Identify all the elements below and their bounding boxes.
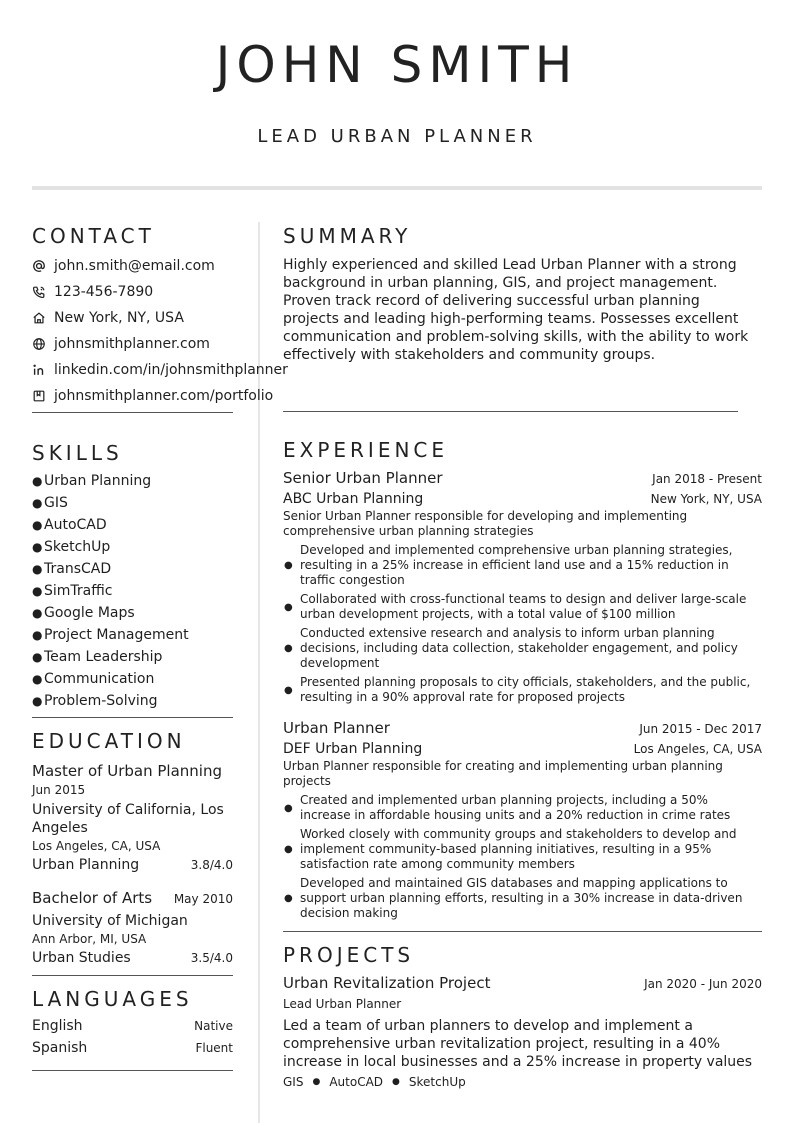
contact-location xyxy=(32,305,233,331)
job-position: Senior Urban Planner xyxy=(283,469,443,487)
education-degree: Bachelor of Arts xyxy=(32,889,153,907)
education-entry xyxy=(32,762,233,873)
right-column xyxy=(283,222,762,1089)
column-divider xyxy=(258,222,260,1123)
job-bullet-text: Developed and maintained GIS databases and mapping applications to support urban planning efforts, resulting in a 30% increase in data-driven decision making xyxy=(300,876,743,920)
job-bullet: ● Created and implemented urban planning projects, including a 50% increase in affordable housing units and a 20% reduction in crime rates xyxy=(283,793,762,823)
language-row xyxy=(32,1018,233,1040)
skill-item: ● Google Maps xyxy=(32,602,233,624)
language-level: Fluent xyxy=(195,1041,233,1055)
portfolio-icon xyxy=(32,389,46,403)
contact-email-text: john.smith@email.com xyxy=(54,258,215,274)
education-degree-row xyxy=(32,762,233,780)
contact-email[interactable] xyxy=(32,253,233,279)
experience-section xyxy=(283,436,762,932)
skill-label: Team Leadership xyxy=(44,649,163,665)
job-location: New York, NY, USA xyxy=(650,492,762,506)
contact-section xyxy=(32,222,288,413)
education-section xyxy=(32,727,233,976)
phone-icon xyxy=(32,285,46,299)
contact-list xyxy=(32,253,288,409)
experience-divider xyxy=(283,931,762,932)
education-divider xyxy=(32,975,233,976)
project-header xyxy=(283,974,762,992)
skills-section xyxy=(32,439,233,718)
skill-label: SimTraffic xyxy=(44,583,113,599)
job-bullet-text: Presented planning proposals to city officials, stakeholders, and the public, resulting in a 90% approval rate for proposed projects xyxy=(300,675,751,704)
job-description: Senior Urban Planner responsible for developing and implementing comprehensive urban planning strategies xyxy=(283,509,688,538)
contact-phone[interactable] xyxy=(32,279,233,305)
contact-linkedin-text: linkedin.com/in/johnsmithplanner xyxy=(54,362,288,378)
linkedin-icon xyxy=(32,363,46,377)
job-location: Los Angeles, CA, USA xyxy=(633,742,762,756)
job-company: DEF Urban Planning xyxy=(283,741,423,757)
contact-linkedin[interactable] xyxy=(32,357,288,383)
job-bullet-text: Collaborated with cross-functional teams to design and deliver large-scale urban development projects, with a total value of $100 million xyxy=(300,592,747,621)
job-bullet: ● Worked closely with community groups and stakeholders to develop and implement community-based planning initiatives, resulting in a 95% satisfaction rate among community members xyxy=(283,827,762,872)
languages-section xyxy=(32,985,233,1071)
languages-list xyxy=(32,1018,233,1062)
summary-divider xyxy=(283,411,738,412)
languages-divider xyxy=(32,1070,233,1071)
project-dates: Jan 2020 - Jun 2020 xyxy=(644,977,762,991)
skill-label: Project Management xyxy=(44,627,189,643)
job-bullet-text: Conducted extensive research and analysis to inform urban planning decisions, including data collection, stakeholder engagement, and policy development xyxy=(300,626,738,670)
skill-item: ● TransCAD xyxy=(32,558,233,580)
left-column xyxy=(32,222,288,1071)
project-tags xyxy=(283,1075,762,1089)
candidate-name: JOHN SMITH xyxy=(215,36,579,94)
job-bullet: ● Developed and maintained GIS databases and mapping applications to support urban planning efforts, resulting in a 30% increase in data-driven decision making xyxy=(283,876,762,921)
education-entry xyxy=(32,889,233,966)
job-company: ABC Urban Planning xyxy=(283,491,424,507)
job-entry xyxy=(283,719,762,921)
job-entry xyxy=(283,469,762,705)
skill-label: GIS xyxy=(44,495,68,511)
contact-portfolio-text: johnsmithplanner.com/portfolio xyxy=(54,388,274,404)
job-title: LEAD URBAN PLANNER xyxy=(257,126,537,147)
skill-label: AutoCAD xyxy=(44,517,107,533)
job-dates: Jun 2015 - Dec 2017 xyxy=(639,722,762,736)
skill-item: ● Communication xyxy=(32,668,233,690)
skill-item: ● Team Leadership xyxy=(32,646,233,668)
skill-item: ● Project Management xyxy=(32,624,233,646)
job-bullet: ● Conducted extensive research and analysis to inform urban planning decisions, including data collection, stakeholder engagement, and policy development xyxy=(283,626,762,671)
projects-section xyxy=(283,941,762,1089)
skill-label: Communication xyxy=(44,671,155,687)
job-description: Urban Planner responsible for creating and implementing urban planning projects xyxy=(283,759,723,788)
language-name: English xyxy=(32,1018,83,1034)
project-tag: SketchUp xyxy=(408,1075,466,1089)
education-degree-row xyxy=(32,889,233,907)
education-date: May 2010 xyxy=(173,892,233,906)
globe-icon xyxy=(32,337,46,351)
job-bullet-text: Developed and implemented comprehensive urban planning strategies, resulting in a 25% increase in efficient land use and a 15% reduction in traffic congestion xyxy=(300,543,733,587)
project-tag: AutoCAD xyxy=(329,1075,384,1089)
project-tag: GIS xyxy=(283,1075,304,1089)
education-school: University of California, Los Angeles xyxy=(32,802,224,836)
skill-item: ● AutoCAD xyxy=(32,514,233,536)
language-name: Spanish xyxy=(32,1040,88,1056)
education-field-row xyxy=(32,950,233,966)
contact-phone-text: 123-456-7890 xyxy=(54,284,154,300)
job-header xyxy=(283,719,762,737)
job-bullets xyxy=(283,793,762,921)
skills-list xyxy=(32,470,233,712)
job-company-row xyxy=(283,741,762,757)
job-bullet-text: Worked closely with community groups and stakeholders to develop and implement community-based planning initiatives, resulting in a 95% satisfaction rate among community members xyxy=(300,827,737,871)
contact-portfolio[interactable] xyxy=(32,383,274,409)
project-description: Led a team of urban planners to develop and implement a comprehensive urban revitalization project, resulting in a 40% increase in local businesses and a 25% increase in property values xyxy=(283,1018,753,1070)
education-degree: Master of Urban Planning xyxy=(32,762,222,780)
job-position: Urban Planner xyxy=(283,719,390,737)
education-field: Urban Planning xyxy=(32,857,140,873)
languages-heading: LANGUAGES xyxy=(32,987,193,1011)
tag-separator: ● xyxy=(312,1077,321,1087)
job-bullets xyxy=(283,543,762,705)
education-date: Jun 2015 xyxy=(32,783,86,797)
job-bullet: ● Developed and implemented comprehensive urban planning strategies, resulting in a 25% increase in efficient land use and a 15% reduction in traffic congestion xyxy=(283,543,762,588)
summary-heading: SUMMARY xyxy=(283,224,412,248)
summary-section xyxy=(283,222,762,412)
skill-label: Problem-Solving xyxy=(44,693,158,709)
tag-separator: ● xyxy=(392,1077,400,1087)
skill-label: TransCAD xyxy=(44,561,112,577)
job-header xyxy=(283,469,762,487)
education-gpa: 3.5/4.0 xyxy=(190,951,233,965)
skill-label: Google Maps xyxy=(44,605,135,621)
skill-label: SketchUp xyxy=(44,539,111,555)
home-icon xyxy=(32,311,46,325)
summary-text: Highly experienced and skilled Lead Urban Planner with a strong background in urban planning, GIS, and project management. Proven track record of delivering successful urban planning projects and leading high-performing teams. Possesses excellent communication and problem-solving skills, with the ability to work effectively with stakeholders and community groups. xyxy=(283,257,749,363)
language-level: Native xyxy=(194,1019,233,1033)
education-gpa: 3.8/4.0 xyxy=(190,858,233,872)
skill-item: ● Urban Planning xyxy=(32,470,233,492)
job-bullet: ● Collaborated with cross-functional teams to design and deliver large-scale urban development projects, with a total value of $100 million xyxy=(283,592,762,622)
contact-website[interactable] xyxy=(32,331,233,357)
language-row xyxy=(32,1040,233,1062)
skill-item: ● SimTraffic xyxy=(32,580,233,602)
skills-divider xyxy=(32,717,233,718)
skill-label: Urban Planning xyxy=(44,473,152,489)
contact-heading: CONTACT xyxy=(32,224,155,248)
skill-item: ● GIS xyxy=(32,492,233,514)
at-icon xyxy=(32,259,46,273)
education-heading: EDUCATION xyxy=(32,729,186,753)
contact-website-text: johnsmithplanner.com xyxy=(54,336,210,352)
job-bullet: ● Presented planning proposals to city officials, stakeholders, and the public, resulting in a 90% approval rate for proposed projects xyxy=(283,675,762,705)
contact-divider xyxy=(32,412,233,413)
skill-item: ● Problem-Solving xyxy=(32,690,233,712)
project-role: Lead Urban Planner xyxy=(283,997,402,1011)
project-name: Urban Revitalization Project xyxy=(283,974,491,992)
job-bullet-text: Created and implemented urban planning projects, including a 50% increase in affordable housing units and a 20% reduction in crime rates xyxy=(300,793,731,822)
education-location: Ann Arbor, MI, USA xyxy=(32,932,147,946)
projects-heading: PROJECTS xyxy=(283,943,415,967)
job-company-row xyxy=(283,491,762,507)
header-divider xyxy=(32,186,762,190)
job-dates: Jan 2018 - Present xyxy=(652,472,762,486)
education-field-row xyxy=(32,857,233,873)
experience-heading: EXPERIENCE xyxy=(283,438,449,462)
contact-location-text: New York, NY, USA xyxy=(54,310,184,326)
project-entry xyxy=(283,974,762,1089)
skills-heading: SKILLS xyxy=(32,441,123,465)
skill-item: ● SketchUp xyxy=(32,536,233,558)
education-field: Urban Studies xyxy=(32,950,131,966)
education-location: Los Angeles, CA, USA xyxy=(32,839,161,853)
education-school: University of Michigan xyxy=(32,913,188,929)
